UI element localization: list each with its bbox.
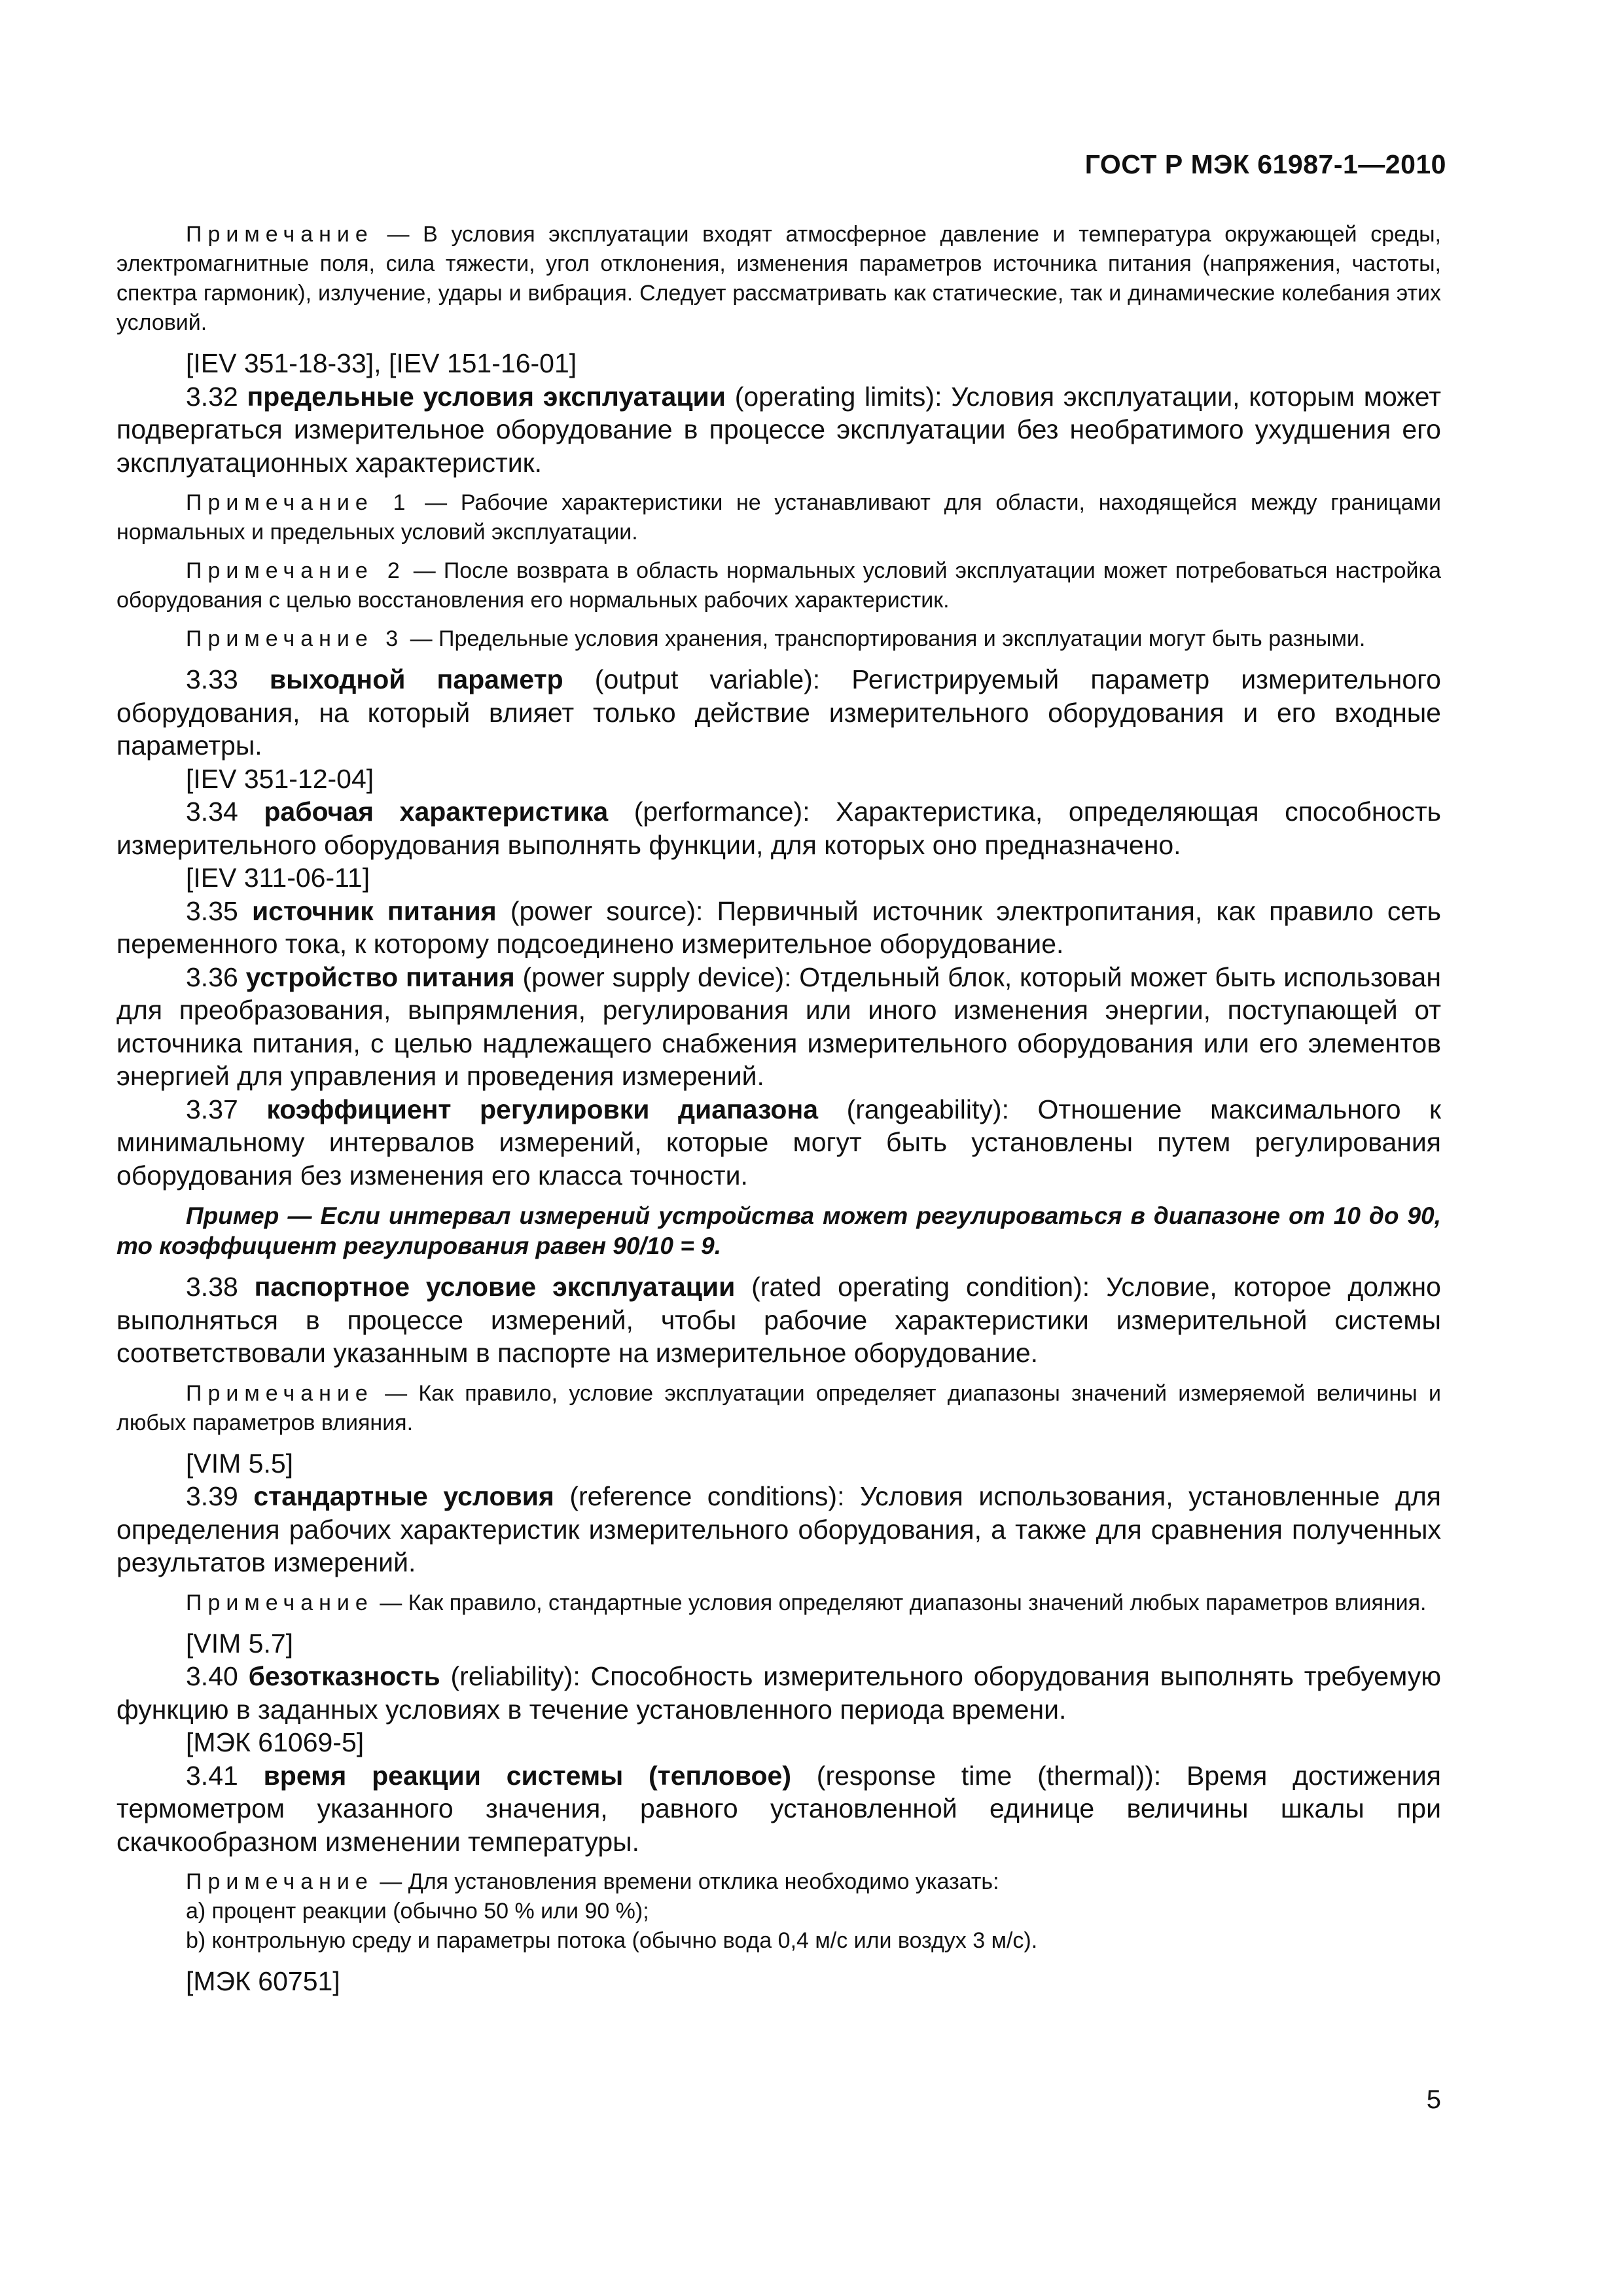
reference: [VIM 5.7] [186, 1628, 294, 1659]
note-text: — В условия эксплуатации входят атмосферное давление и температура окружающей среды, электромагнитные поля, сила тяжести, угол отклонения, изменения параметров источника питания (напряжения, частоты, спектра гармоник), излучение, удары и вибрация. Следует рассматривать как статические, так и динамические колебания этих условий. [116, 222, 1441, 335]
term-name: стандартные условия [253, 1481, 554, 1511]
spacer [116, 1370, 1441, 1379]
term-definition [116, 795, 1441, 861]
term-definition [116, 380, 1441, 480]
note-label: Примечание [186, 1869, 374, 1894]
term-definition [116, 1759, 1441, 1859]
note-label: Примечание 3 [186, 626, 404, 651]
note-label: Примечание [186, 1590, 374, 1615]
term-name: безотказность [248, 1661, 440, 1691]
note-paragraph [116, 1867, 1441, 1897]
reference: [МЭК 60751] [186, 1966, 340, 1996]
note-text: — Как правило, условие эксплуатации определяет диапазоны значений измеряемой величины и любых параметров влияния. [116, 1380, 1441, 1435]
term-text: (rangeability): Отношение максимального к минимальному интервалов измерений, которые могут быть установлены путем регулирования оборудования без изменения его класса точности. [116, 1094, 1441, 1191]
reference: [VIM 5.5] [186, 1448, 294, 1479]
reference: [IEV 351-12-04] [186, 763, 374, 794]
note-text: — Как правило, стандартные условия определяют диапазоны значений любых параметров влияния. [373, 1590, 1427, 1615]
note-paragraph [116, 220, 1441, 338]
reference: [IEV 311-06-11] [186, 863, 370, 893]
term-text: (rated operating condition): Условие, которое должно выполняться в процессе измерений, чтобы рабочие характеристики измерительной системы соответствовали указанным в паспорте на измерительное оборудование. [116, 1272, 1441, 1368]
page-number: 5 [1426, 2085, 1441, 2114]
note-list-item: a) процент реакции (обычно 50 % или 90 %); [186, 1899, 649, 1924]
term-text: (output variable): Регистрируемый параметр измерительного оборудования, на который влияет только действие измерительного оборудования и его входные параметры. [116, 664, 1441, 761]
term-text: (reference conditions): Условия использования, установленные для определения рабочих характеристик измерительного оборудования, а также для сравнения полученных результатов измерений. [116, 1481, 1441, 1577]
term-text: (power supply device): Отдельный блок, который может быть использован для преобразования, выпрямления, регулирования или иного изменения энергии, поступающей от источника питания, с целью надлежащего снабжения измерительного оборудования или его элементов энергией для управления и проведения измерений. [116, 961, 1441, 1091]
term-name: источник питания [251, 895, 497, 926]
spacer [116, 1579, 1441, 1588]
spacer [116, 654, 1441, 663]
example-paragraph: Пример — Если интервал измерений устройства может регулироваться в диапазоне от 10 до 90, то коэффициент регулирования равен 90/10 = 9. [116, 1202, 1441, 1259]
term-text: (reliability): Способность измерительного оборудования выполнять требуемую функцию в заданных условиях в течение установленного периода времени. [116, 1661, 1441, 1725]
term-number: 3.35 [186, 895, 252, 926]
note-paragraph [116, 1588, 1441, 1618]
term-number: 3.37 [186, 1094, 267, 1124]
term-definition [116, 1270, 1441, 1370]
spacer [116, 615, 1441, 624]
note-list-item: b) контрольную среду и параметры потока (обычно вода 0,4 м/с или воздух 3 м/с). [186, 1928, 1038, 1953]
note-text: — Предельные условия хранения, транспортирования и эксплуатации могут быть разными. [404, 626, 1366, 651]
note-text: — Для установления времени отклика необходимо указать: [373, 1869, 999, 1894]
spacer [116, 1956, 1441, 1965]
term-name: устройство питания [245, 961, 515, 992]
spacer [116, 1438, 1441, 1447]
term-definition [116, 961, 1441, 1093]
note-text: — Рабочие характеристики не устанавливают для области, находящейся между границами нормальных и предельных условий эксплуатации. [116, 490, 1441, 545]
note-paragraph [116, 556, 1441, 615]
term-number: 3.34 [186, 797, 264, 827]
term-definition [116, 663, 1441, 762]
term-number: 3.36 [186, 961, 246, 992]
note-label: Примечание [186, 222, 374, 247]
term-number: 3.33 [186, 664, 270, 694]
note-paragraph [116, 624, 1441, 654]
term-number: 3.39 [186, 1481, 254, 1511]
spacer [116, 479, 1441, 488]
term-number: 3.38 [186, 1272, 255, 1302]
note-label: Примечание 2 [186, 558, 406, 583]
term-name: выходной параметр [269, 664, 563, 694]
note-paragraph [116, 1379, 1441, 1438]
spacer [116, 1261, 1441, 1270]
note-text: — После возврата в область нормальных условий эксплуатации может потребоваться настройка оборудования с целью восстановления его нормальных рабочих характеристик. [116, 558, 1441, 613]
spacer [116, 338, 1441, 347]
note-label: Примечание [186, 1380, 374, 1406]
note-label: Примечание 1 [186, 490, 412, 515]
term-text: (operating limits): Условия эксплуатации, которым может подвергаться измерительное оборудование в процессе эксплуатации без необратимого ухудшения его эксплуатационных характеристик. [116, 381, 1441, 478]
term-definition [116, 1660, 1441, 1726]
reference: [IEV 351-18-33], [IEV 151-16-01] [186, 348, 577, 378]
term-name: время реакции системы (тепловое) [263, 1760, 792, 1791]
reference: [МЭК 61069-5] [186, 1727, 365, 1757]
term-number: 3.40 [186, 1661, 249, 1691]
term-name: коэффициент регулировки диапазона [266, 1094, 819, 1124]
term-text: (power source): Первичный источник электропитания, как правило сеть переменного тока, к которому подсоединено измерительное оборудование. [116, 895, 1441, 959]
term-text: (performance): Характеристика, определяющая способность измерительного оборудования выполнять функции, для которых оно предназначено. [116, 797, 1441, 860]
term-definition [116, 1480, 1441, 1579]
note-paragraph [116, 488, 1441, 547]
spacer [116, 1192, 1441, 1201]
document-id: ГОСТ Р МЭК 61987-1—2010 [1084, 149, 1446, 179]
spacer [116, 1858, 1441, 1867]
term-definition [116, 1093, 1441, 1193]
term-name: рабочая характеристика [264, 797, 609, 827]
term-number: 3.32 [186, 381, 247, 412]
spacer [116, 547, 1441, 556]
spacer [116, 1618, 1441, 1627]
term-number: 3.41 [186, 1760, 264, 1791]
page-content [116, 220, 1441, 1998]
term-name: предельные условия эксплуатации [247, 381, 726, 412]
term-definition [116, 895, 1441, 961]
term-name: паспортное условие эксплуатации [254, 1272, 736, 1302]
term-text: (response time (thermal)): Время достижения термометром указанного значения, равного установленной единице величины шкалы при скачкообразном изменении температуры. [116, 1760, 1442, 1857]
